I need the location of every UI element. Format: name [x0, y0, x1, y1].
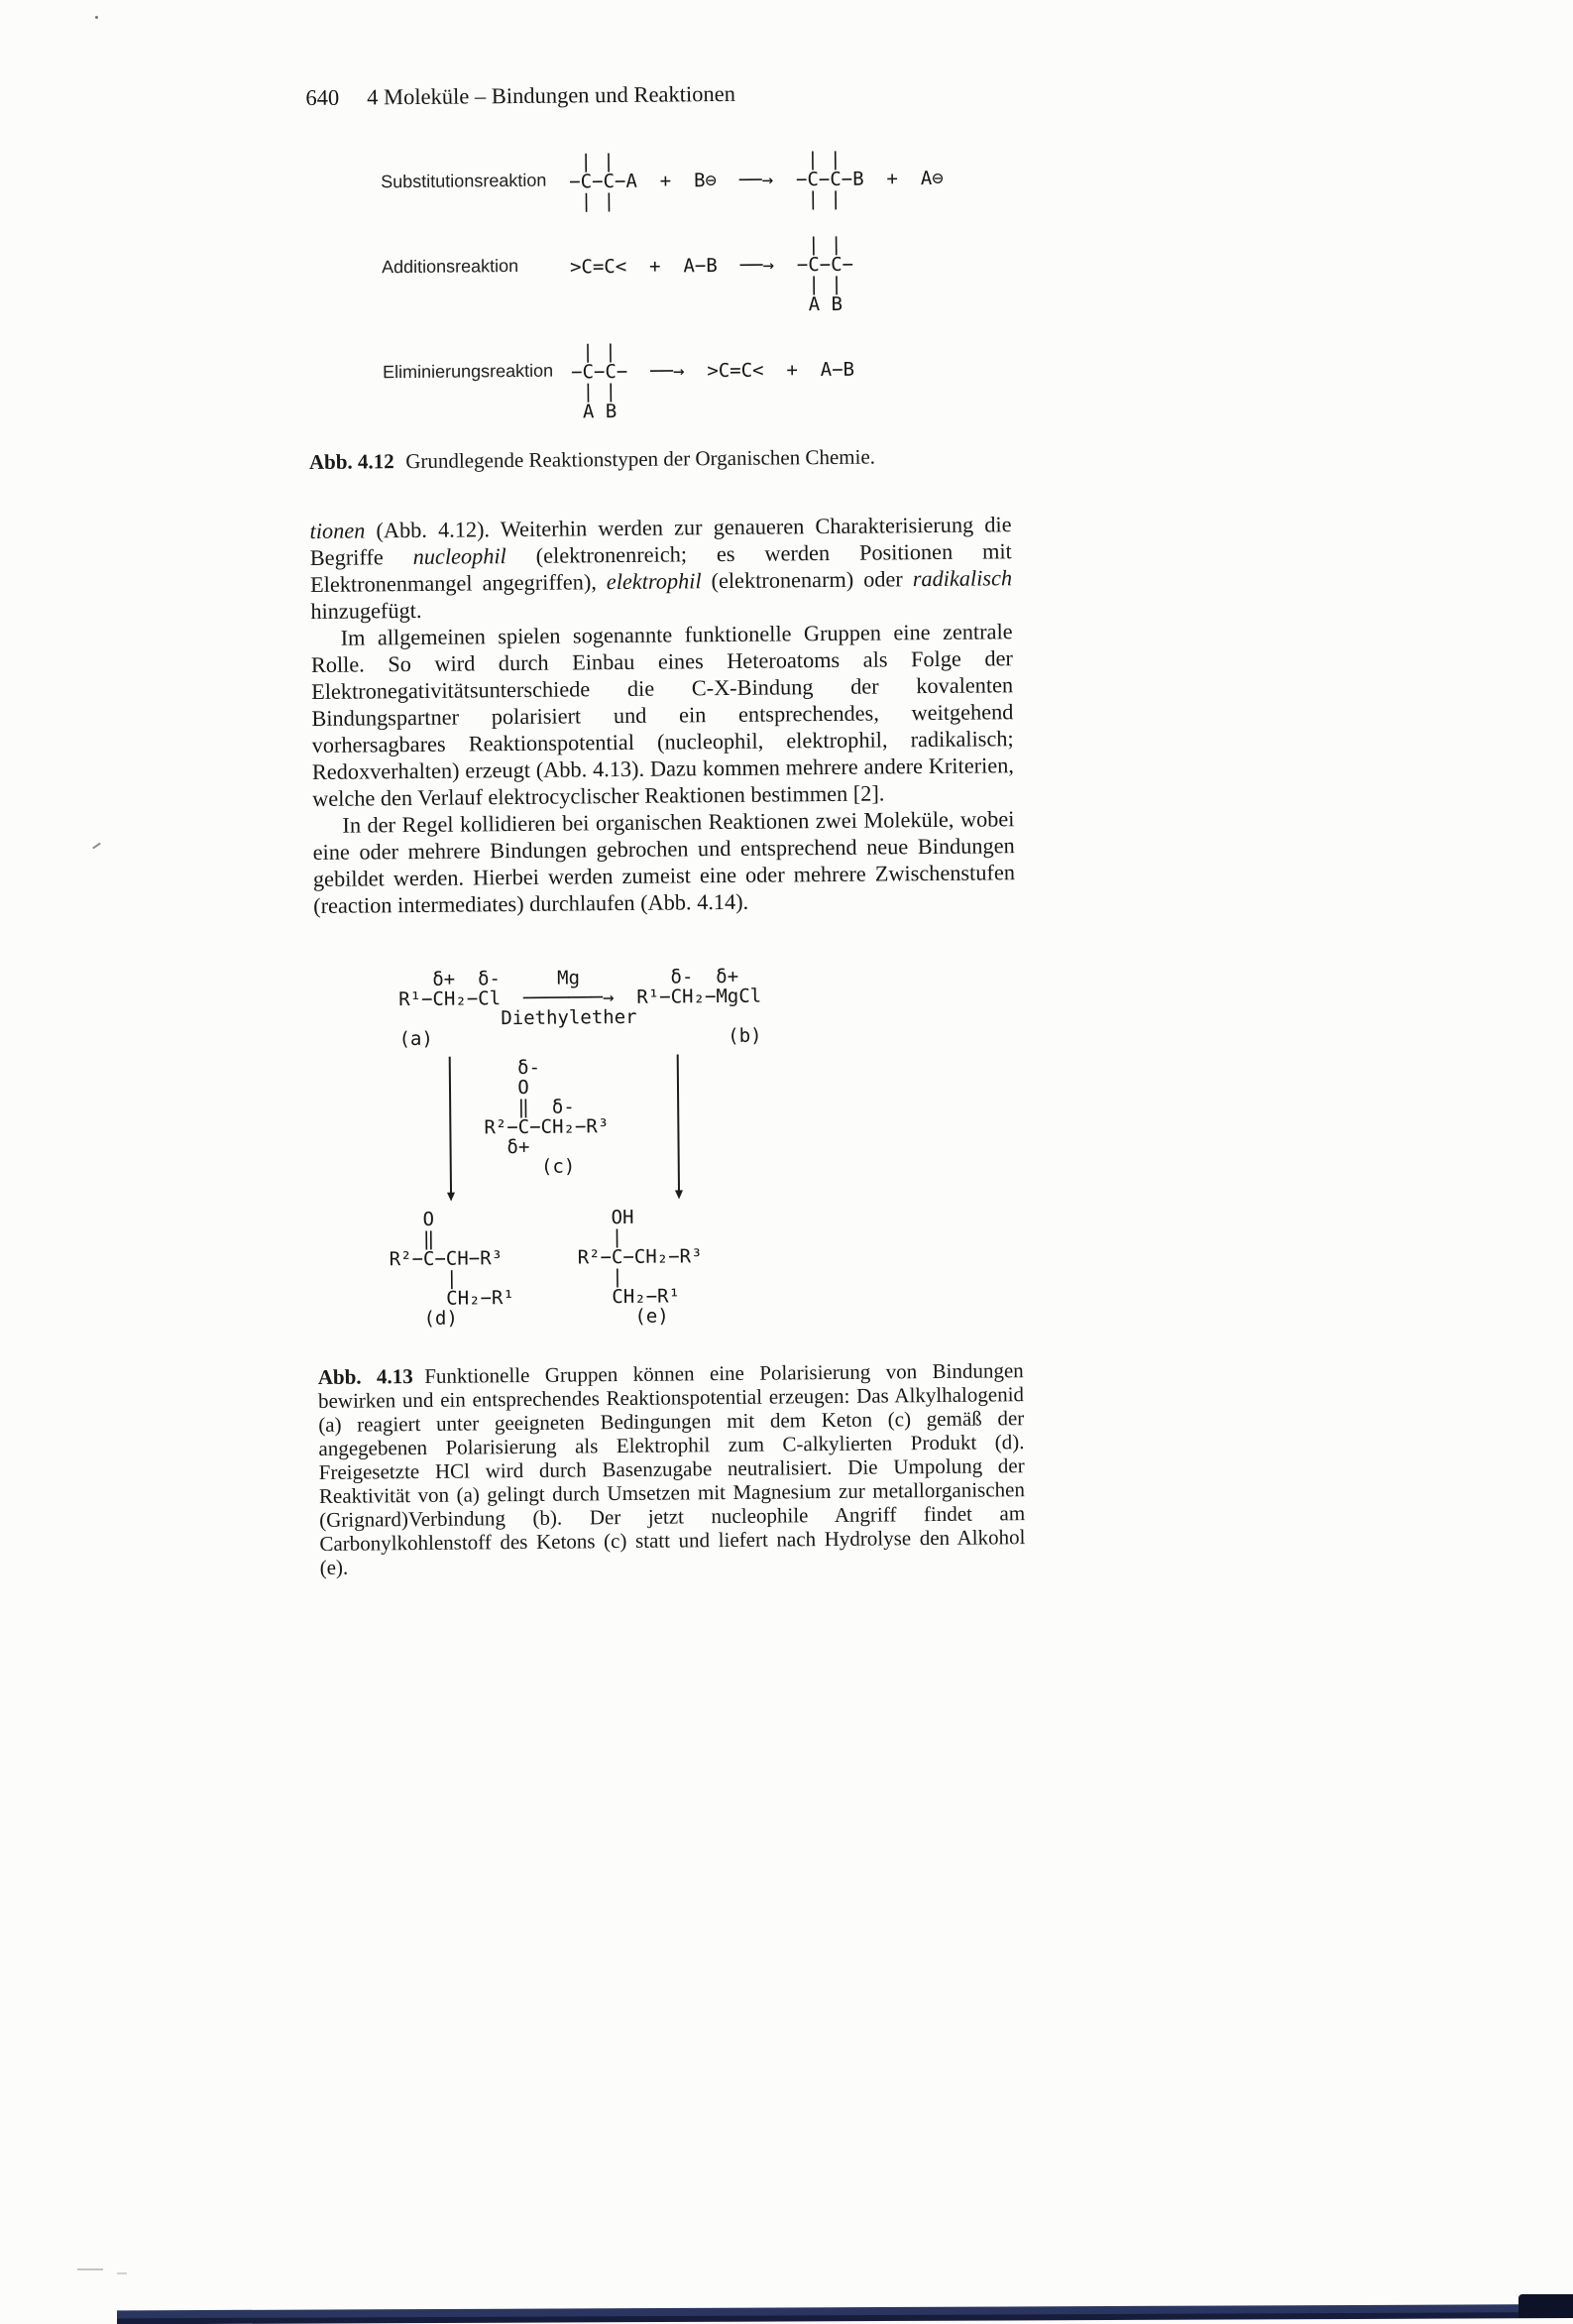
caption-text: Grundlegende Reaktionstypen der Organischen Chemie.	[405, 444, 876, 474]
grignard-top-scheme: δ+ δ- Mg δ- δ+ R¹−CH₂−Cl ───────→ R¹−CH₂−MgCl Diethylether (a) (b)	[397, 965, 762, 1051]
scan-margin-mark	[92, 843, 101, 850]
figure-4-12	[306, 148, 1015, 424]
text-segment-italic: nucleophil	[412, 543, 506, 570]
caption-label: Abb. 4.13	[317, 1364, 413, 1389]
page-number: 640	[305, 84, 340, 111]
text-segment: (Abb. 4.12). Weiterhin werden zur genaueren Charakterisierung die Begriffe	[309, 512, 1012, 571]
figure-4-13	[389, 965, 957, 1338]
scan-speck	[77, 2268, 103, 2270]
paragraph-1	[309, 511, 1012, 625]
arrowhead-icon	[447, 1193, 455, 1202]
paragraph-3: In der Regel kollidieren bei organischen Reaktionen zwei Moleküle, wobei eine oder mehrere Bindungen gebrochen und entsprechend neue Bindungen gebildet werden. Hierbei werden zumeist eine oder mehrere Zwischenstufen (reaction intermediates) durchlaufen (Abb. 4.14).	[312, 806, 1016, 918]
reaction-formula: | | | | −C−C−A + B⊖ ──→ −C−C−B + A⊖ | | | |	[568, 148, 944, 213]
text-segment: hinzugefügt.	[310, 597, 422, 625]
reaction-row-substitution	[381, 148, 1013, 213]
text-segment-italic: tionen	[309, 518, 366, 544]
body-text	[309, 511, 1015, 919]
chapter-title: 4 Moleküle – Bindungen und Reaktionen	[367, 80, 736, 110]
arrowhead-icon	[674, 1190, 682, 1199]
scan-corner-artifact	[1518, 2294, 1573, 2318]
product-structure-d: O ‖ R²−C−CH−R³ | CH₂−R¹ (d)	[389, 1208, 514, 1331]
reaction-row-elimination	[383, 338, 1015, 423]
downward-arrow-right	[677, 1054, 680, 1191]
reaction-label: Additionsreaktion	[381, 255, 519, 278]
page-content	[305, 78, 1025, 1579]
ketone-structure-c: δ- O ‖ δ- R²−C−CH₂−R³ δ+ (c)	[483, 1056, 610, 1179]
reaction-label: Eliminierungsreaktion	[382, 360, 554, 383]
paragraph-2: Im allgemeinen spielen sogenannte funktionelle Gruppen eine zentrale Rolle. So wird durch Einbau eines Heteroatoms als Folge der Elektronegativitätsunterschiede die C-X-Bindung der kovalenten Bindungspartner polarisiert und ein entsprechendes, weitgehend vorhersagbares Reaktionspotential (nucleophil, elektrophil, radikalisch; Redoxverhalten) erzeugt (Abb. 4.13). Dazu kommen mehrere andere Kriterien, welche den Verlauf elektrocyclischer Reaktionen bestimmen [2].	[310, 619, 1015, 811]
reaction-formula: | | −C−C− ──→ >C=C< + A−B | | A B	[570, 341, 855, 423]
scan-speck	[117, 2272, 127, 2274]
text-segment: (elektronenreich; es werden Positionen mit Elektronenmangel angegriffen),	[309, 538, 1012, 598]
page-header	[305, 78, 1011, 111]
text-segment-italic: elektrophil	[606, 568, 702, 595]
scan-speck	[95, 16, 98, 19]
figure-4-12-caption	[309, 443, 1015, 474]
text-segment: (elektronenarm) oder	[701, 566, 913, 594]
caption-text: Funktionelle Gruppen können eine Polarisierung von Bindungen bewirken und ein entsprechendes Reaktionspotential erzeugen: Das Alkylhalogenid (a) reagiert unter geeigneten Bedingungen mit dem Keton (c) gemäß der angegebenen Polarisierung als Elektrophil zum C-alkylierten Produkt (d). Freigesetzte HCl wird durch Basenzugabe neutralisiert. Die Umpolung der Reaktivität von (a) gelingt durch Umsetzen mit Magnesium zur metallorganischen (Grignard)Verbindung (b). Der jetzt nucleophile Angriff findet am Carbonylkohlenstoff des Ketons (c) statt und liefert nach Hydrolyse den Alkohol (e).	[317, 1358, 1026, 1579]
caption-label: Abb. 4.12	[308, 449, 394, 475]
text-segment-italic: radikalisch	[912, 565, 1013, 592]
product-structure-e: OH | R²−C−CH₂−R³ | CH₂−R¹ (e)	[577, 1206, 703, 1329]
figure-4-13-caption	[318, 1358, 1026, 1579]
downward-arrow-left	[449, 1057, 452, 1194]
reaction-formula: | | >C=C< + A−B ──→ −C−C− | | A B	[569, 233, 854, 318]
reaction-label: Substitutionsreaktion	[381, 170, 547, 192]
reaction-row-addition	[382, 233, 1014, 318]
